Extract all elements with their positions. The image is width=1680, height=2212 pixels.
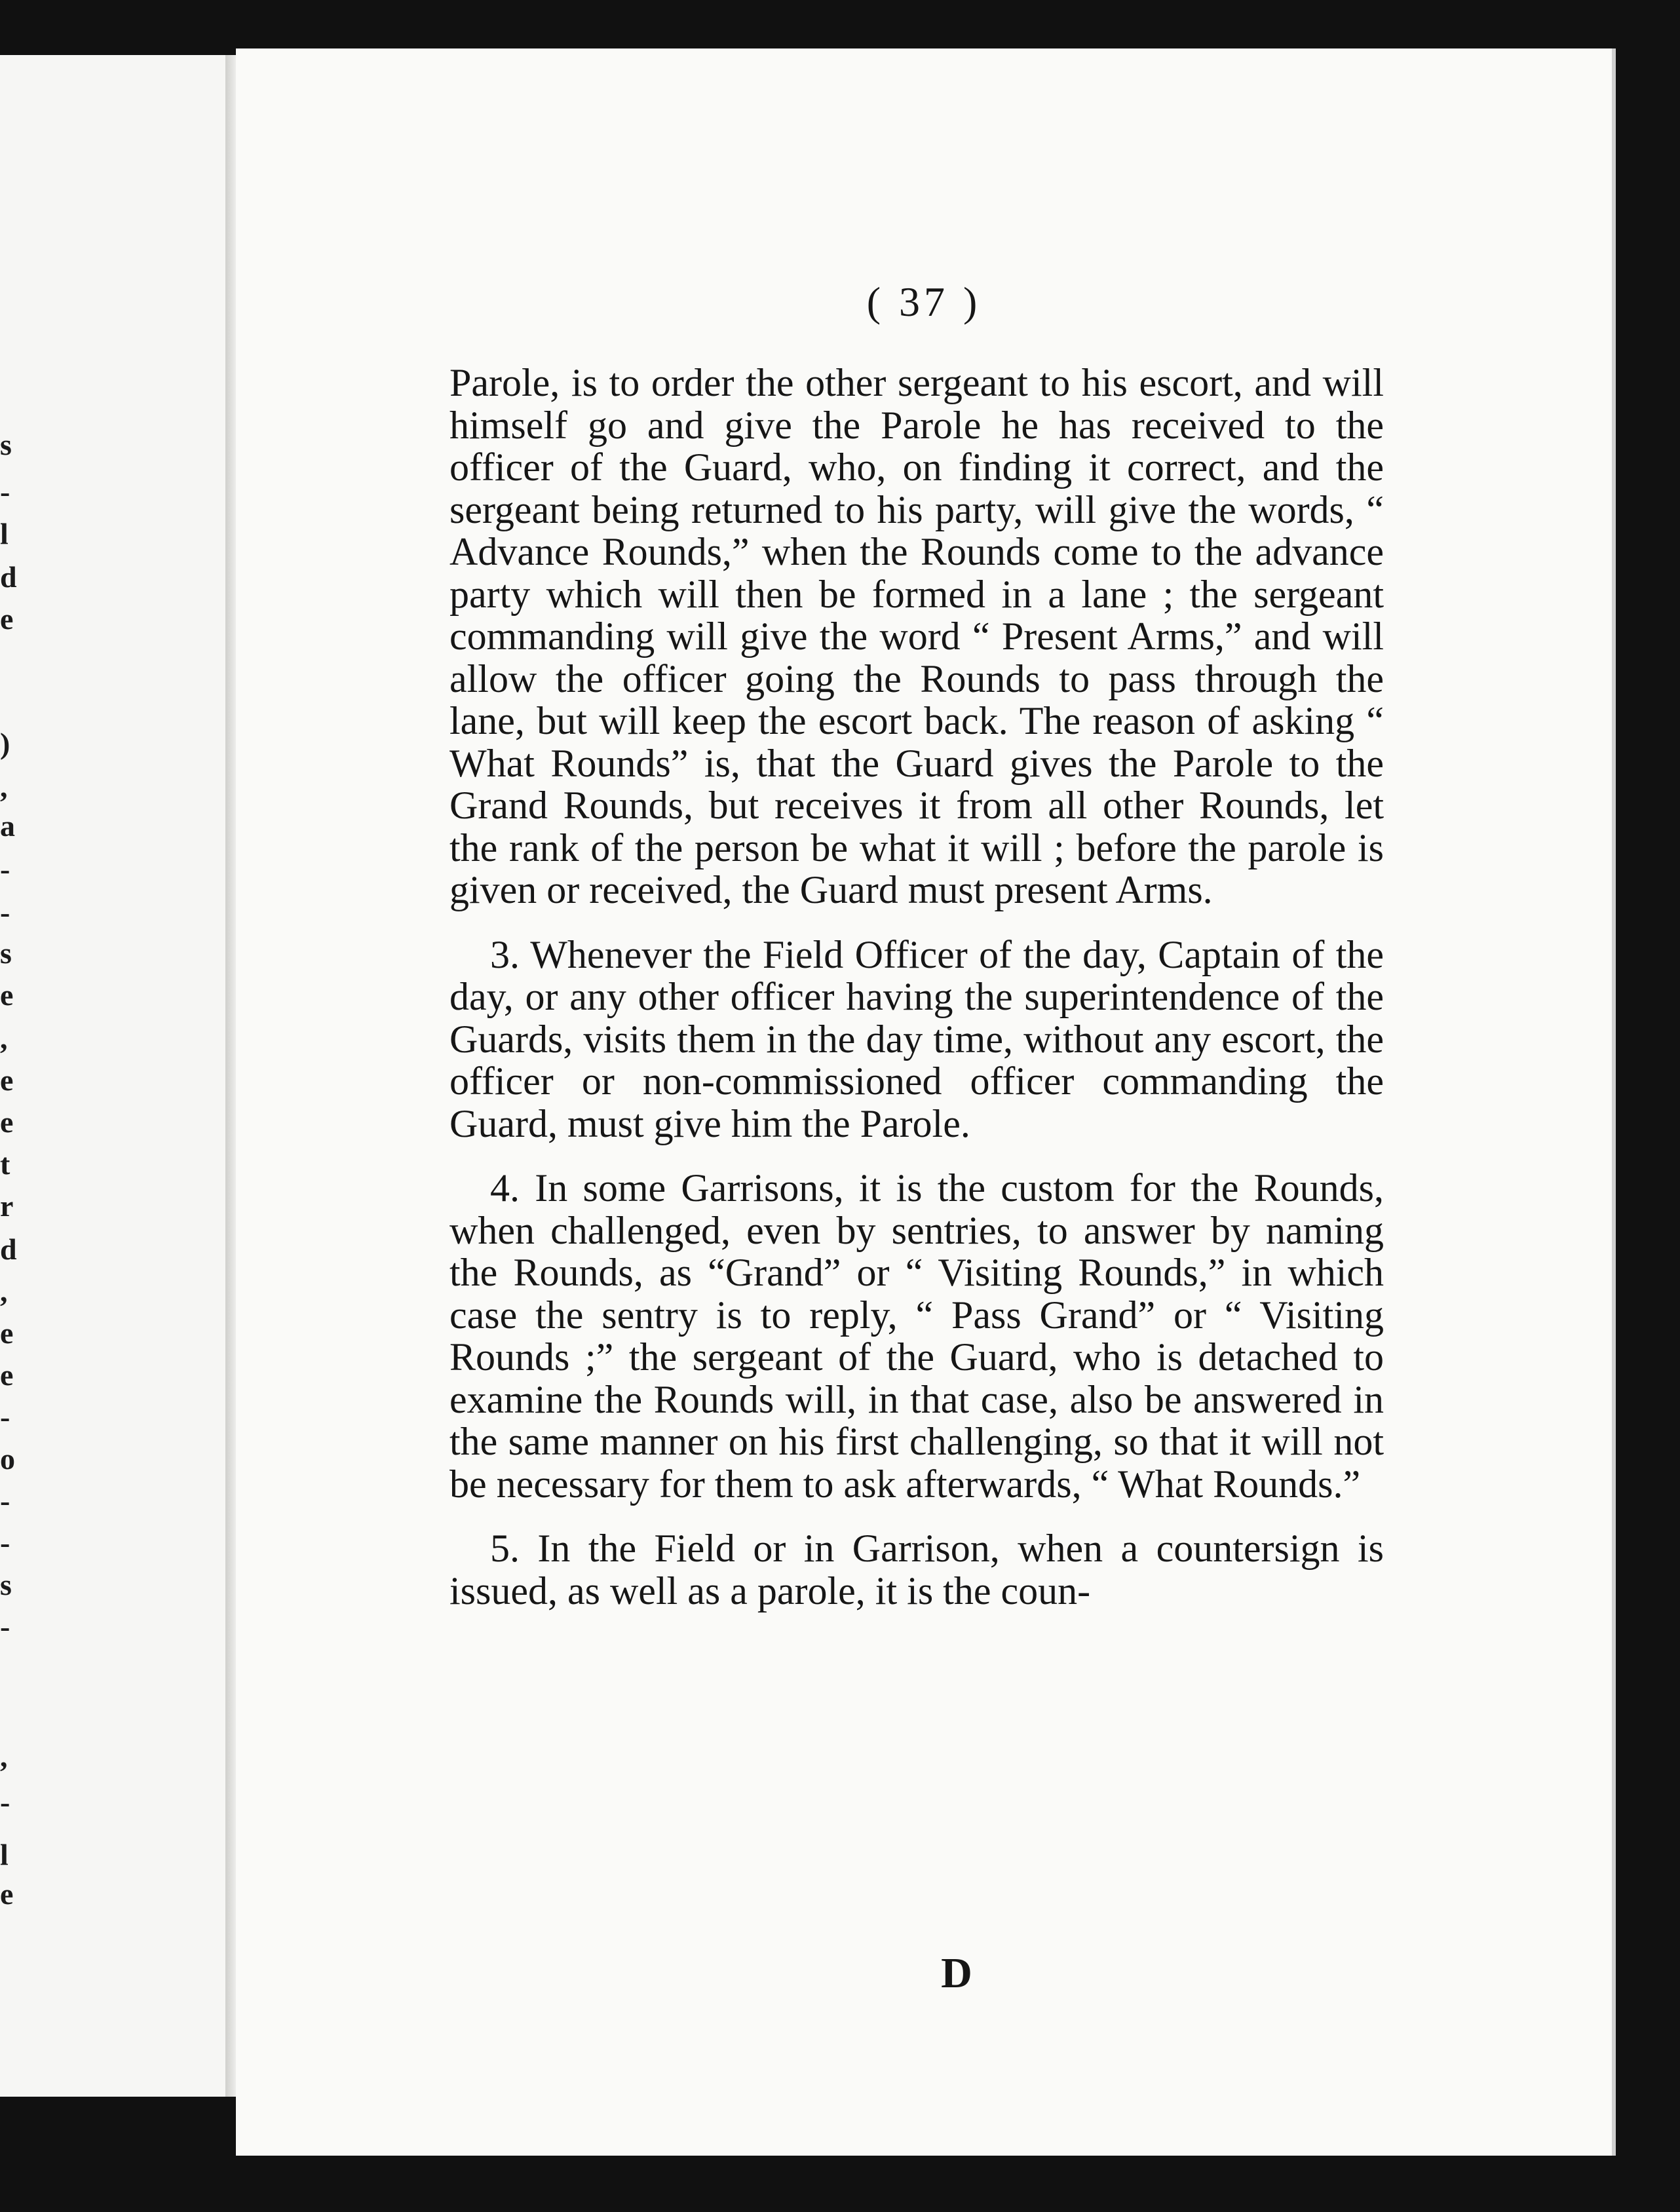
left-page-text-fragment: e [0, 1358, 14, 1392]
left-page-text-fragment: t [0, 1147, 10, 1181]
left-page-text-fragment: , [0, 770, 8, 803]
left-page-text-fragment: - [0, 1526, 10, 1559]
page-number-header: ( 37 ) [866, 278, 982, 325]
left-page-text-fragment: e [0, 1877, 14, 1911]
left-page [0, 55, 228, 2097]
body-text [449, 362, 1384, 1612]
left-page-text-fragment: , [0, 1274, 8, 1308]
left-page-text-fragment: e [0, 1105, 14, 1139]
paragraph-5: 5. In the Field or in Garrison, when a countersign is issued, as well as a parole, it is the coun- [449, 1527, 1384, 1612]
book-gutter [225, 55, 236, 2097]
left-page-text-fragment: d [0, 560, 17, 594]
left-page-text-fragment: - [0, 1610, 10, 1643]
left-page-text-fragment: - [0, 1484, 10, 1517]
left-page-text-fragment: - [0, 852, 10, 886]
left-page-text-fragment: d [0, 1232, 17, 1266]
left-page-text-fragment: e [0, 1063, 14, 1097]
left-page-text-fragment: s [0, 1568, 12, 1601]
left-page-text-fragment: , [0, 1740, 8, 1773]
left-page-text-fragment: - [0, 896, 10, 929]
left-page-text-fragment: r [0, 1189, 14, 1223]
paragraph-continuation: Parole, is to order the other sergeant to his escort, and will himself go and give the Parole he has received to the officer of the Guard, who, on finding it correct, and the sergeant being returned to his party, will give the words, “ Advance Rounds,” when the Rounds come to the advance party which will then be formed in a lane ; the sergeant commanding will give the word “ Present Arms,” and will allow the officer going the Rounds to pass through the lane, but will keep the escort back. The reason of asking “ What Rounds” is, that the Guard gives the Parole to the Grand Rounds, but receives it from all other Rounds, let the rank of the person be what it will ; before the parole is given or received, the Guard must present Arms. [449, 361, 1384, 911]
left-page-text-fragment: s [0, 936, 12, 970]
paragraph-3: 3. Whenever the Field Officer of the day, Captain of the day, or any other officer having the superintendence of the Guards, visits them in the day time, without any escort, the officer or non-commissioned officer commanding the Guard, must give him the Parole. [449, 932, 1384, 1145]
left-page-text-fragment: l [0, 517, 9, 550]
left-page-text-fragment: a [0, 809, 15, 843]
right-page [236, 48, 1616, 2156]
left-page-text-fragment: o [0, 1442, 15, 1476]
left-page-text-fragment: e [0, 602, 14, 636]
left-page-text-fragment: - [0, 475, 10, 508]
left-page-text-fragment: l [0, 1838, 9, 1871]
left-page-text-fragment: ) [0, 727, 10, 760]
left-page-text-fragment: , [0, 1021, 8, 1055]
left-page-text-fragment: e [0, 978, 14, 1012]
left-page-text-fragment: e [0, 1316, 14, 1350]
left-page-text-fragment: s [0, 428, 12, 461]
paragraph-4: 4. In some Garrisons, it is the custom for the Rounds, when challenged, even by sentries, to answer by naming the Rounds, as “Grand” or “ Visiting Rounds,” in which case the sentry is to reply, “ Pass Grand” or “ Visiting Rounds ;” the sergeant of the Guard, who is detached to examine the Rounds will, in that case, also be answered in the same manner on his first challenging, so that it will not be necessary for them to ask afterwards, “ What Rounds.” [449, 1166, 1384, 1506]
left-page-text-fragment: - [0, 1785, 10, 1819]
signature-mark: D [941, 1949, 972, 1997]
left-page-text-fragment: - [0, 1400, 10, 1434]
